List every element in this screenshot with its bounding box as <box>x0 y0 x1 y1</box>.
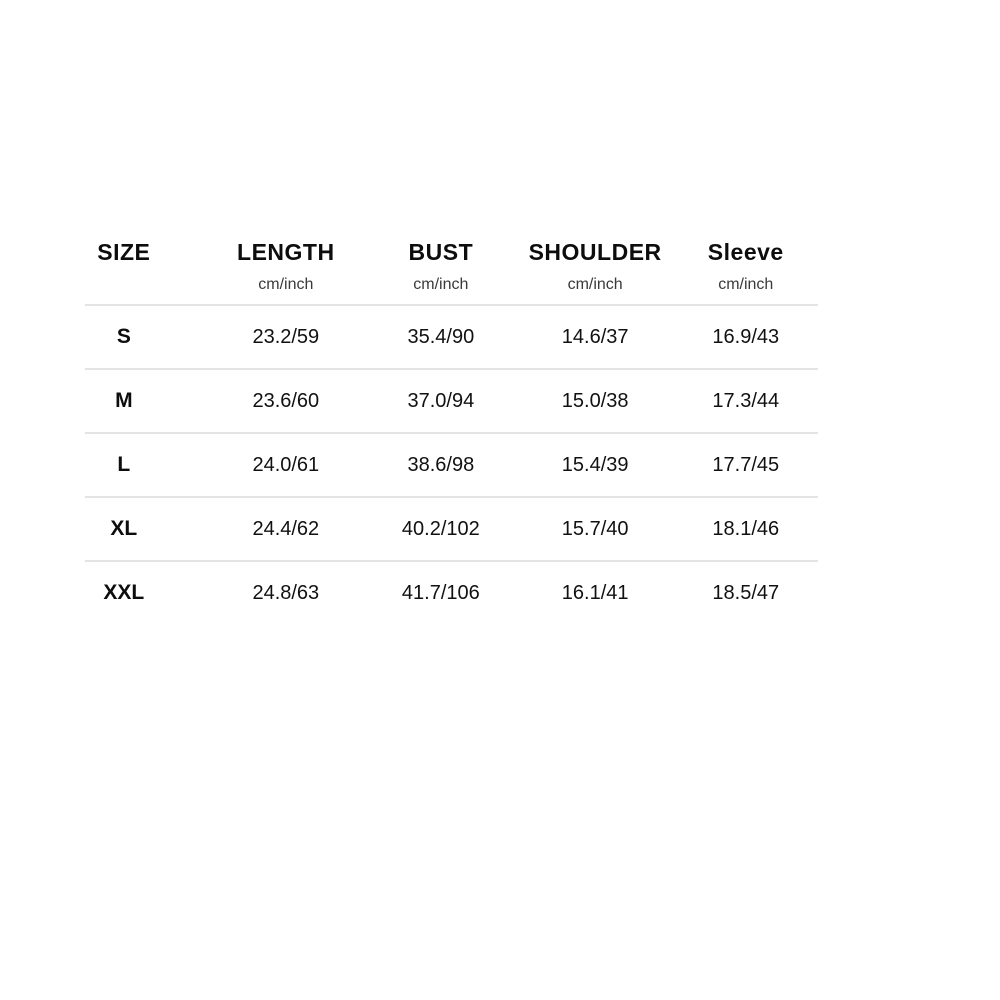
column-header-size: SIZE <box>97 239 151 265</box>
size-cell: M <box>115 389 133 412</box>
table-row-xl <box>85 498 818 560</box>
sleeve-cell: 18.1/46 <box>712 517 780 540</box>
table-row-xxl <box>85 562 818 624</box>
bust-cell: 35.4/90 <box>407 325 475 348</box>
size-cell: L <box>117 453 131 476</box>
length-cell: 23.2/59 <box>252 325 320 348</box>
shoulder-cell: 14.6/37 <box>561 325 629 348</box>
unit-label-shoulder: cm/inch <box>567 276 623 293</box>
bust-cell: 38.6/98 <box>407 453 475 476</box>
shoulder-cell: 15.4/39 <box>561 453 629 476</box>
length-cell: 23.6/60 <box>252 389 320 412</box>
sleeve-cell: 16.9/43 <box>712 325 780 348</box>
size-cell: XL <box>110 517 138 540</box>
table-header-row <box>85 228 818 270</box>
table-row-m <box>85 370 818 432</box>
bust-cell: 40.2/102 <box>401 517 480 540</box>
table-row-l <box>85 434 818 496</box>
sleeve-cell: 17.3/44 <box>712 389 780 412</box>
table-unit-row <box>85 270 818 304</box>
size-cell: S <box>116 325 131 348</box>
unit-label-length: cm/inch <box>258 276 314 293</box>
shoulder-cell: 15.0/38 <box>561 389 629 412</box>
size-chart-table <box>85 228 818 624</box>
table-row-s <box>85 306 818 368</box>
size-cell: XXL <box>103 581 145 604</box>
sleeve-cell: 18.5/47 <box>712 581 780 604</box>
sleeve-cell: 17.7/45 <box>712 453 780 476</box>
length-cell: 24.0/61 <box>252 453 320 476</box>
length-cell: 24.8/63 <box>252 581 320 604</box>
column-header-shoulder: SHOULDER <box>528 239 662 265</box>
length-cell: 24.4/62 <box>252 517 320 540</box>
shoulder-cell: 16.1/41 <box>561 581 629 604</box>
shoulder-cell: 15.7/40 <box>561 517 629 540</box>
unit-label-size <box>85 270 207 304</box>
column-header-length: LENGTH <box>237 239 335 265</box>
bust-cell: 37.0/94 <box>407 389 475 412</box>
unit-label-bust: cm/inch <box>413 276 469 293</box>
column-header-sleeve: Sleeve <box>707 239 784 265</box>
column-header-bust: BUST <box>408 239 474 265</box>
unit-label-sleeve: cm/inch <box>718 276 774 293</box>
bust-cell: 41.7/106 <box>401 581 480 604</box>
